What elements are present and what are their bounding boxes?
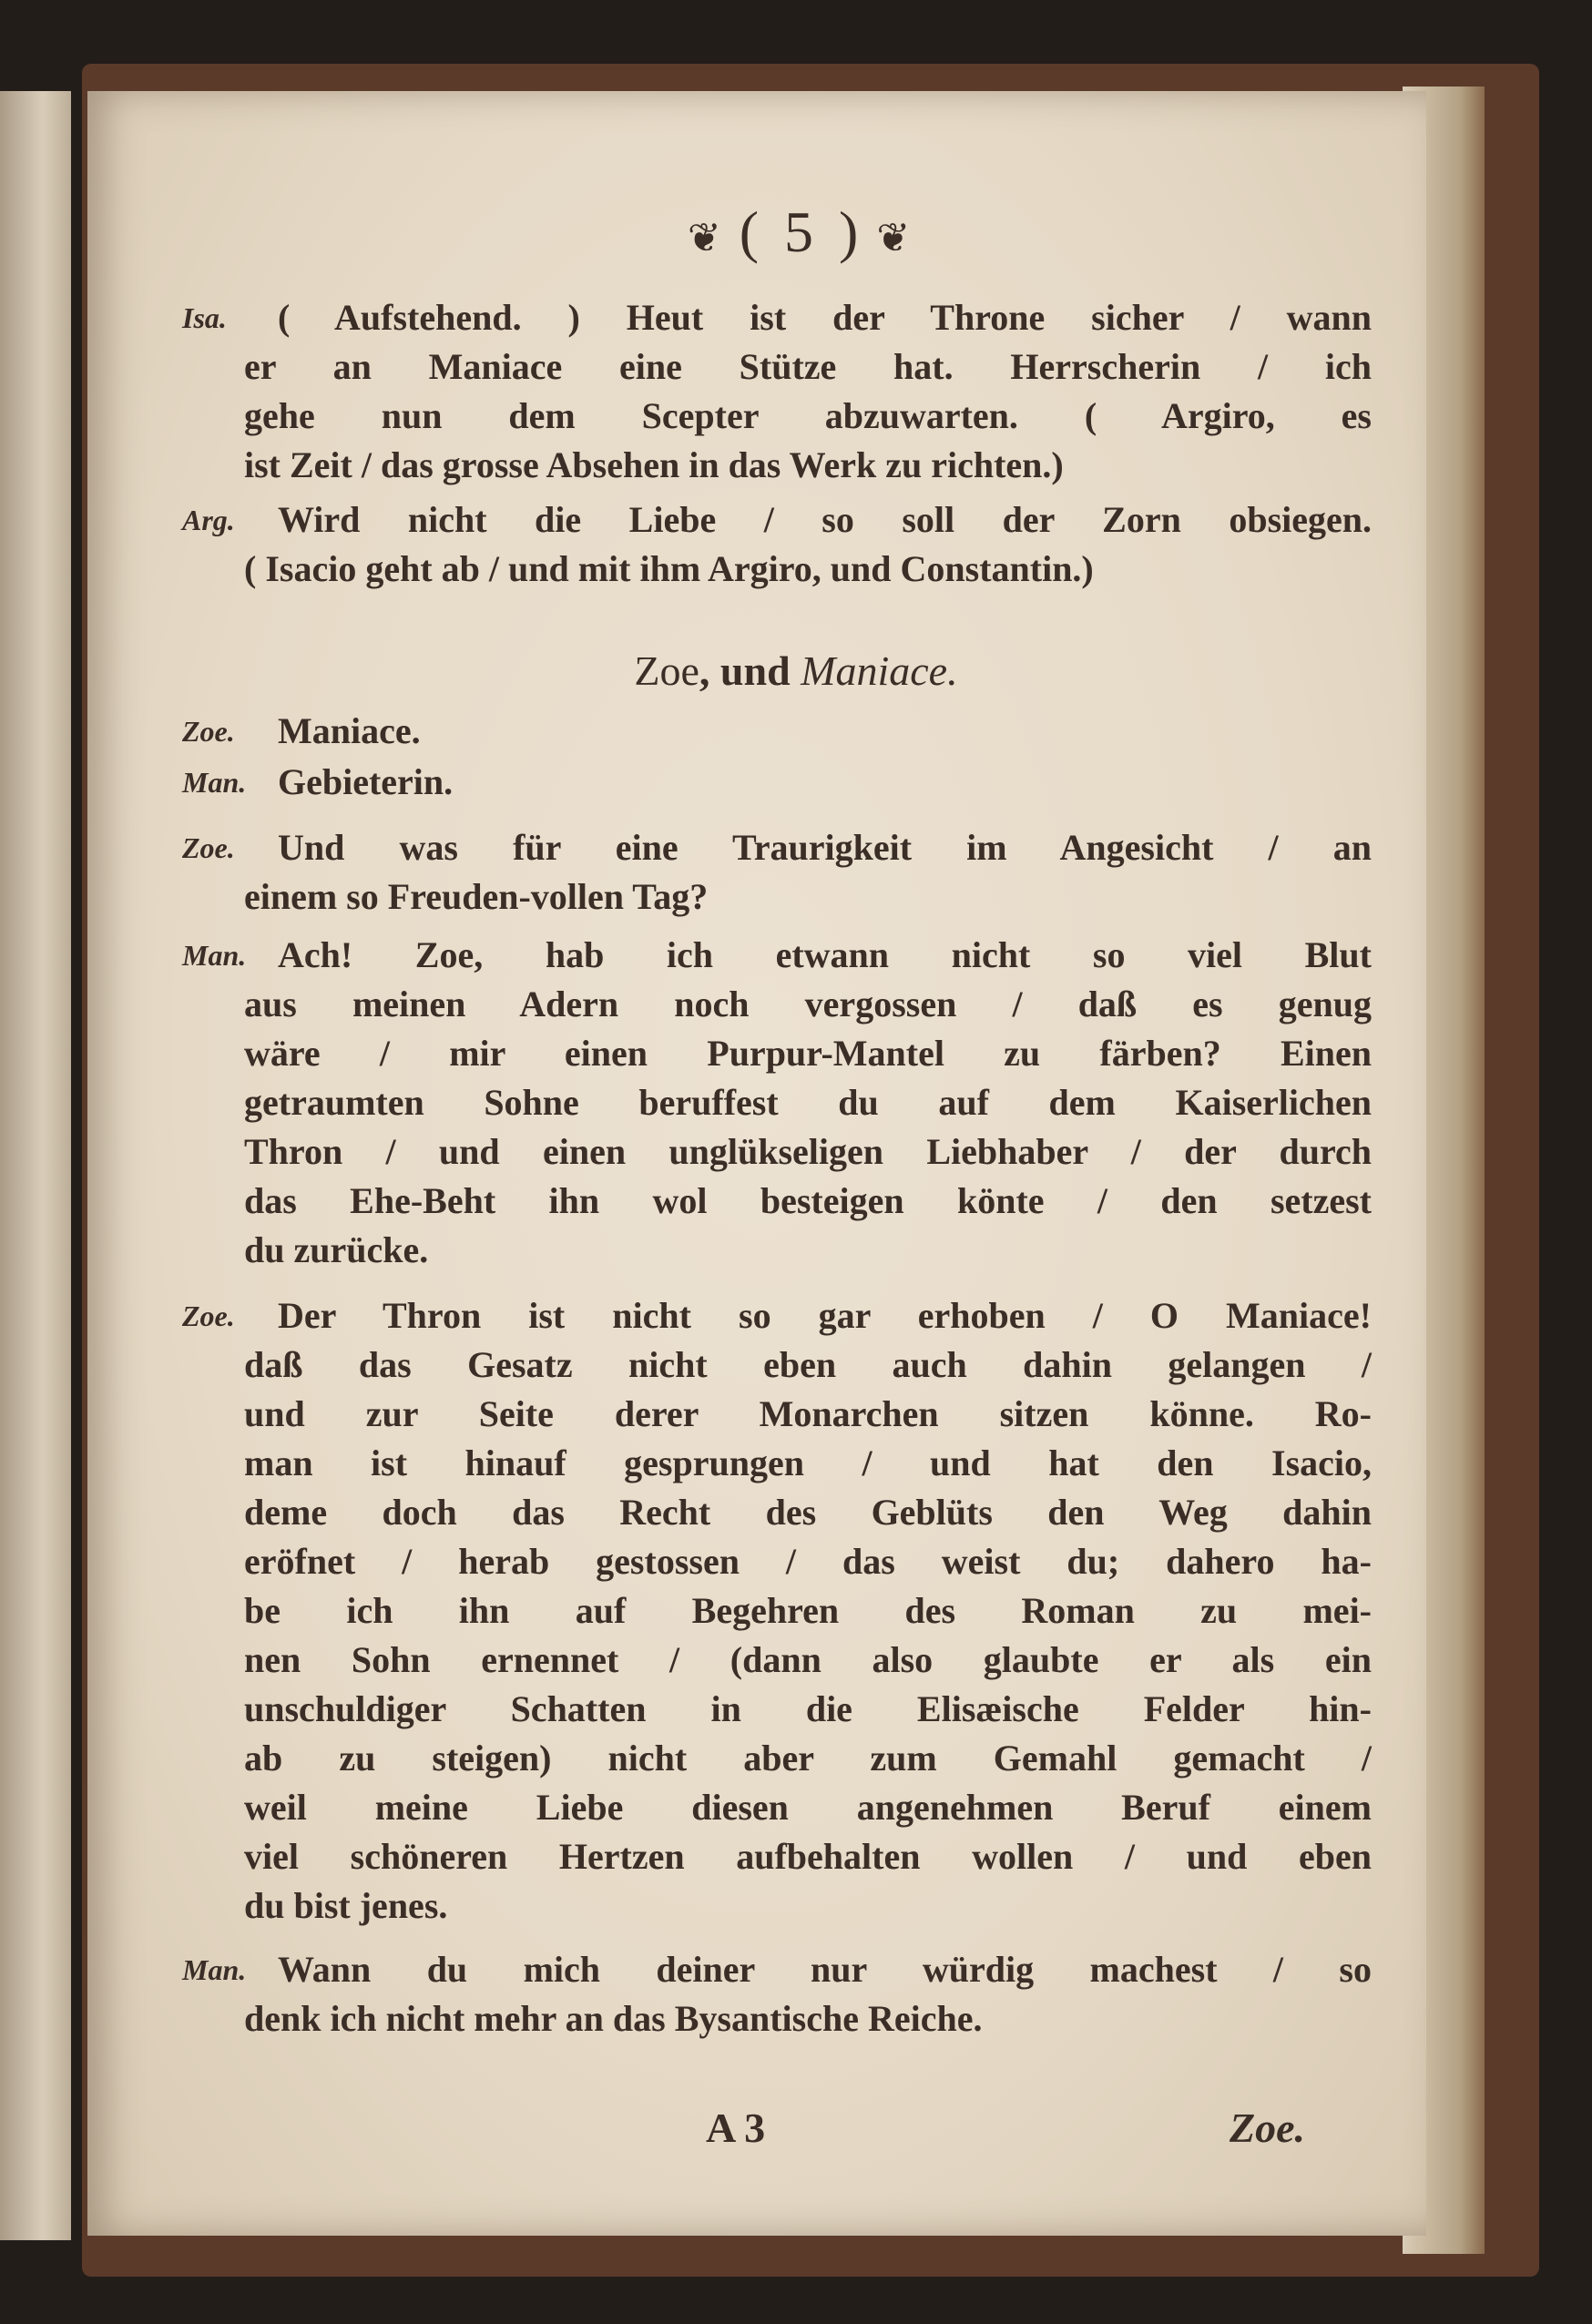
text-line: ( Isacio geht ab / und mit ihm Argiro, und Constantin.) [244, 548, 1094, 589]
scene-conjunction: , und [699, 647, 801, 694]
left-page-edge [0, 91, 71, 2240]
ornament-right-icon: ❦ [876, 215, 916, 260]
text-line: denk ich nicht mehr an das Bysantische Reiche. [244, 1998, 983, 2039]
text-line: viel schöneren Hertzen aufbehalten wollen / und eben [244, 1836, 1372, 1877]
speaker-label: Man. [182, 1953, 247, 1986]
text-line: deme doch das Recht des Geblüts den Weg dahin [244, 1492, 1372, 1533]
text-line: das Ehe-Beht ihn wol besteigen könte / den setzest [244, 1180, 1372, 1221]
speaker-label: Zoe. [182, 1300, 235, 1332]
ornament-left-icon: ❦ [687, 215, 727, 260]
text-line: Gebieterin. [278, 761, 454, 802]
page-header [546, 199, 1056, 266]
catchword: Zoe. [1230, 2105, 1306, 2151]
text-line: du bist jenes. [244, 1885, 448, 1926]
text-line: unschuldiger Schatten in die Elisæische Felder hin- [244, 1688, 1372, 1729]
text-line: und zur Seite derer Monarchen sitzen könne. Ro- [244, 1393, 1372, 1434]
text-line: be ich ihn auf Begehren des Roman zu mei- [244, 1590, 1372, 1631]
text-line: einem so Freuden-vollen Tag? [244, 876, 709, 917]
text-line: daß das Gesatz nicht eben auch dahin gelangen / [244, 1344, 1372, 1385]
speaker-label: Man. [182, 939, 247, 972]
text-line: Maniace. [278, 710, 421, 751]
page-number: ( 5 ) [739, 199, 864, 264]
text-line: Der Thron ist nicht so gar erhoben / O Maniace! [278, 1295, 1372, 1336]
text-line: Wann du mich deiner nur würdig machest / so [278, 1949, 1372, 1990]
text-line: weil meine Liebe diesen angenehmen Beruf einem [244, 1787, 1372, 1828]
speaker-label: Man. [182, 766, 247, 799]
text-line: Und was für eine Traurigkeit im Angesicht / an [278, 827, 1372, 868]
text-line: man ist hinauf gesprungen / und hat den Isacio, [244, 1442, 1372, 1483]
text-line: ab zu steigen) nicht aber zum Gemahl gemacht / [244, 1738, 1372, 1779]
signature-mark: A 3 [706, 2105, 766, 2151]
scene-name-1: Zoe [634, 647, 699, 694]
speaker-label: Arg. [182, 504, 235, 536]
text-line: Ach! Zoe, hab ich etwann nicht so viel Blut [278, 934, 1372, 975]
text-line: Thron / und einen unglükseligen Liebhaber / der durch [244, 1131, 1372, 1172]
text-line: du zurücke. [244, 1229, 429, 1270]
text-line: ( Aufstehend. ) Heut ist der Throne sicher / wann [278, 297, 1372, 338]
speaker-label: Zoe. [182, 715, 235, 748]
text-line: nen Sohn ernennet / (dann also glaubte er als ein [244, 1639, 1372, 1680]
text-line: Wird nicht die Liebe / so soll der Zorn obsiegen. [278, 499, 1372, 540]
text-line: eröfnet / herab gestossen / das weist du; dahero ha- [244, 1541, 1372, 1582]
text-line: er an Maniace eine Stütze hat. Herrscherin / ich [244, 346, 1372, 387]
scene-name-2: Maniace. [801, 647, 958, 694]
text-line: wäre / mir einen Purpur-Mantel zu färben? Einen [244, 1033, 1372, 1074]
text-line: ist Zeit / das grosse Absehen in das Werk zu richten.) [244, 444, 1064, 485]
speaker-label: Isa. [182, 301, 227, 334]
speaker-label: Zoe. [182, 831, 235, 864]
text-line: getraumten Sohne beruffest du auf dem Kaiserlichen [244, 1082, 1372, 1123]
text-line: gehe nun dem Scepter abzuwarten. ( Argiro, es [244, 395, 1372, 436]
text-line: aus meinen Adern noch vergossen / daß es genug [244, 984, 1372, 1024]
scene-heading [0, 647, 1592, 695]
